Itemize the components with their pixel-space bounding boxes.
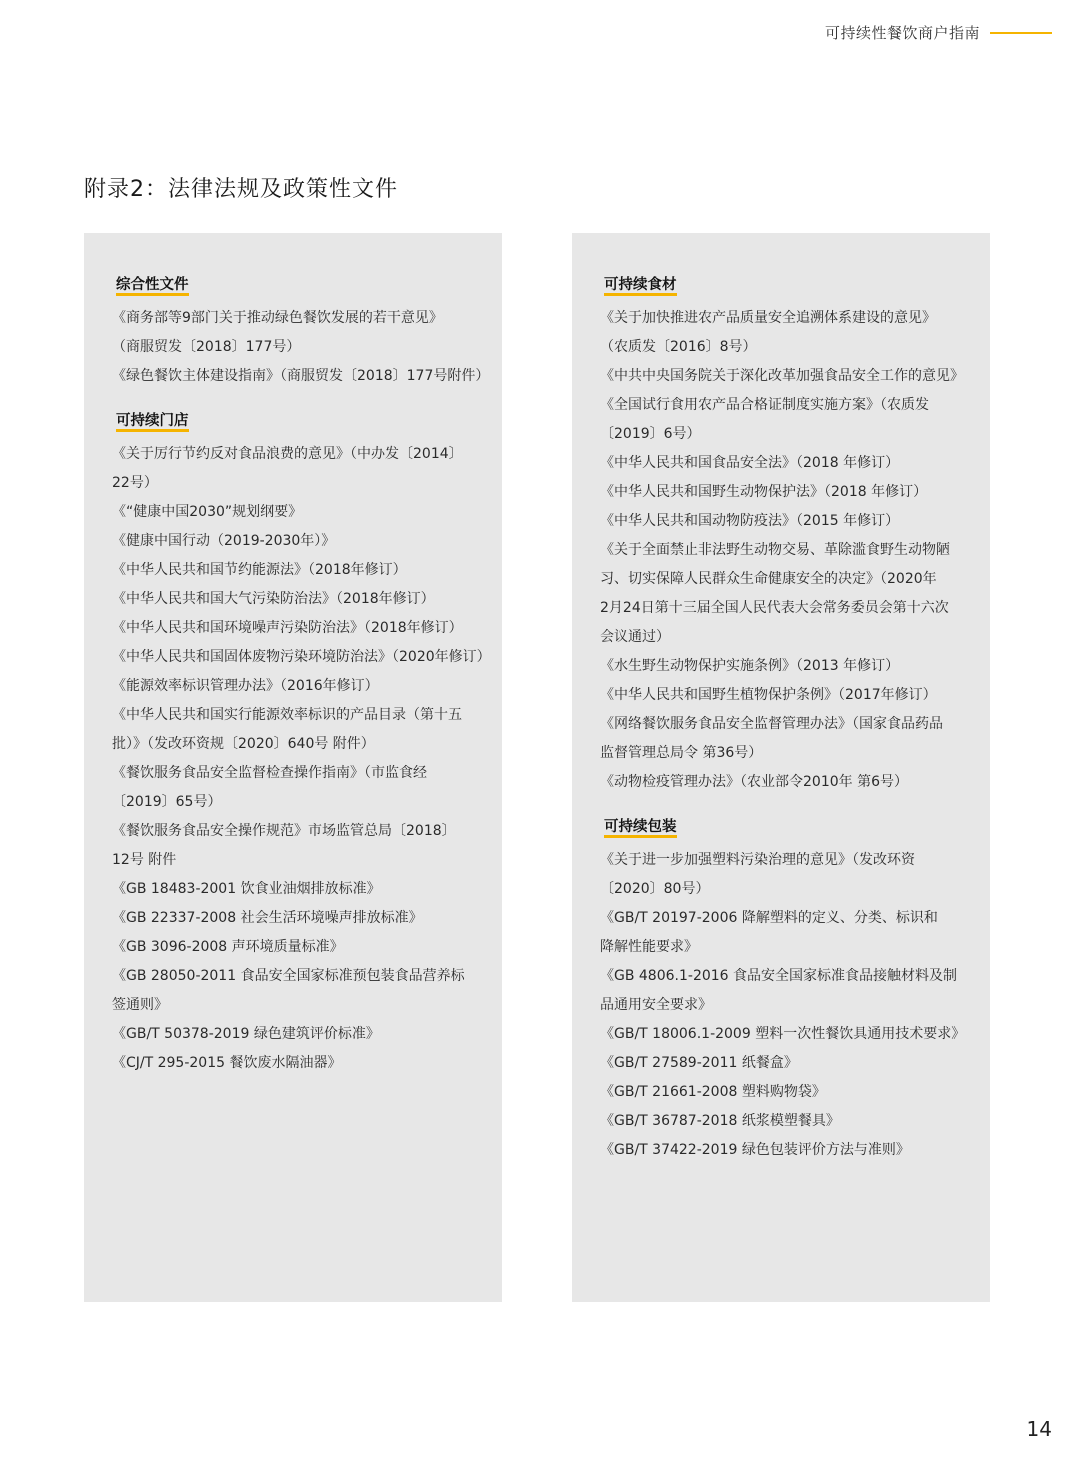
document-list-line: 《GB/T 50378-2019 绿色建筑评价标准》 <box>112 1026 380 1042</box>
document-list-line: 《健康中国行动（2019-2030年）》 <box>112 533 336 549</box>
document-list-line: 《GB/T 18006.1-2009 塑料一次性餐饮具通用技术要求》 <box>600 1026 966 1042</box>
document-list-line: 《CJ/T 295-2015 餐饮废水隔油器》 <box>112 1055 342 1071</box>
document-list-line: 《水生野生动物保护实施条例》（2013 年修订） <box>600 658 900 674</box>
document-section <box>600 811 968 1165</box>
document-list-line: 《中华人民共和国实行能源效率标识的产品目录（第十五 <box>112 707 462 723</box>
section-heading: 可持续包装 <box>604 815 677 838</box>
document-list-line: 《关于厉行节约反对食品浪费的意见》（中办发〔2014〕 <box>112 446 463 462</box>
document-list-line: 《GB 22337-2008 社会生活环境噪声排放标准》 <box>112 910 423 926</box>
document-list-line: 《GB/T 27589-2011 纸餐盒》 <box>600 1055 798 1071</box>
document-list-line: 《“健康中国2030”规划纲要》 <box>112 504 303 520</box>
running-header-title: 可持续性餐饮商户指南 <box>824 24 980 42</box>
document-section <box>600 269 968 797</box>
header-accent-rule <box>990 32 1052 34</box>
document-list-line: 签通则》 <box>112 997 168 1013</box>
left-column-panel <box>84 233 502 1302</box>
document-list-line: 《网络餐饮服务食品安全监督管理办法》（国家食品药品 <box>600 716 943 732</box>
document-list-line: 《GB 18483-2001 饮食业油烟排放标准》 <box>112 881 381 897</box>
document-list-line: 《动物检疫管理办法》（农业部令2010年 第6号） <box>600 774 908 790</box>
document-list-line: 《中共中央国务院关于深化改革加强食品安全工作的意见》 <box>600 368 964 384</box>
page-number: 14 <box>1026 1417 1052 1441</box>
document-list-line: 《GB/T 21661-2008 塑料购物袋》 <box>600 1084 826 1100</box>
document-list-line: 《GB 28050-2011 食品安全国家标准预包装食品营养标 <box>112 968 465 984</box>
document-list-line: 监督管理总局令 第36号） <box>600 745 763 761</box>
document-list-line: 《中华人民共和国节约能源法》（2018年修订） <box>112 562 407 578</box>
document-list-line: 批）》（发改环资规〔2020〕640号 附件） <box>112 736 375 752</box>
document-list-line: 《全国试行食用农产品合格证制度实施方案》（农质发 <box>600 397 929 413</box>
document-list-line: 2月24日第十三届全国人民代表大会常务委员会第十六次 <box>600 600 949 616</box>
section-heading: 可持续门店 <box>116 409 189 432</box>
document-list-line: 《GB/T 36787-2018 纸浆模塑餐具》 <box>600 1113 840 1129</box>
document-list-line: 《中华人民共和国野生动物保护法》（2018 年修订） <box>600 484 928 500</box>
document-list-line: 《餐饮服务食品安全监督检查操作指南》（市监食经 <box>112 765 427 781</box>
document-list-line: 会议通过） <box>600 629 670 645</box>
document-list-line: 《商务部等9部门关于推动绿色餐饮发展的若干意见》 <box>112 310 443 326</box>
page-title: 附录2：法律法规及政策性文件 <box>84 177 398 202</box>
document-list-line: 《餐饮服务食品安全操作规范》市场监管总局〔2018〕 <box>112 823 456 839</box>
document-list-line: 《能源效率标识管理办法》（2016年修订） <box>112 678 379 694</box>
document-list-line: 《中华人民共和国环境噪声污染防治法》（2018年修订） <box>112 620 463 636</box>
document-list-line: 《关于加快推进农产品质量安全追溯体系建设的意见》 <box>600 310 936 326</box>
section-heading: 可持续食材 <box>604 273 677 296</box>
document-list-line: 《GB/T 20197-2006 降解塑料的定义、分类、标识和 <box>600 910 938 926</box>
document-list-line: （农质发〔2016〕8号） <box>600 339 757 355</box>
document-list-line: 《关于进一步加强塑料污染治理的意见》（发改环资 <box>600 852 915 868</box>
document-list-line: 《中华人民共和国动物防疫法》（2015 年修订） <box>600 513 900 529</box>
running-header <box>825 22 1052 43</box>
document-section <box>112 405 491 1078</box>
document-list-line: 品通用安全要求》 <box>600 997 712 1013</box>
document-list-line: 〔2019〕65号） <box>112 794 222 810</box>
document-list-line: 22号） <box>112 475 158 491</box>
document-section <box>112 269 490 391</box>
document-list-line: 习、切实保障人民群众生命健康安全的决定》（2020年 <box>600 571 937 587</box>
document-list-line: 《中华人民共和国野生植物保护条例》（2017年修订） <box>600 687 937 703</box>
document-list-line: 降解性能要求》 <box>600 939 698 955</box>
document-list-line: 《中华人民共和国固体废物污染环境防治法》（2020年修订） <box>112 649 491 665</box>
section-heading: 综合性文件 <box>116 273 189 296</box>
right-column-panel <box>572 233 990 1302</box>
document-list-line: 《GB 4806.1-2016 食品安全国家标准食品接触材料及制 <box>600 968 958 984</box>
document-list-line: 《GB/T 37422-2019 绿色包装评价方法与准则》 <box>600 1142 910 1158</box>
document-list-line: 《中华人民共和国食品安全法》（2018 年修订） <box>600 455 900 471</box>
document-list-line: 〔2020〕80号） <box>600 881 710 897</box>
document-list-line: 《GB 3096-2008 声环境质量标准》 <box>112 939 344 955</box>
document-list-line: 〔2019〕6号） <box>600 426 701 442</box>
document-list-line: 《绿色餐饮主体建设指南》（商服贸发〔2018〕177号附件） <box>112 368 490 384</box>
document-list-line: （商服贸发〔2018〕177号） <box>112 339 301 355</box>
document-list-line: 12号 附件 <box>112 852 177 868</box>
document-list-line: 《关于全面禁止非法野生动物交易、革除滥食野生动物陋 <box>600 542 950 558</box>
document-list-line: 《中华人民共和国大气污染防治法》（2018年修订） <box>112 591 435 607</box>
